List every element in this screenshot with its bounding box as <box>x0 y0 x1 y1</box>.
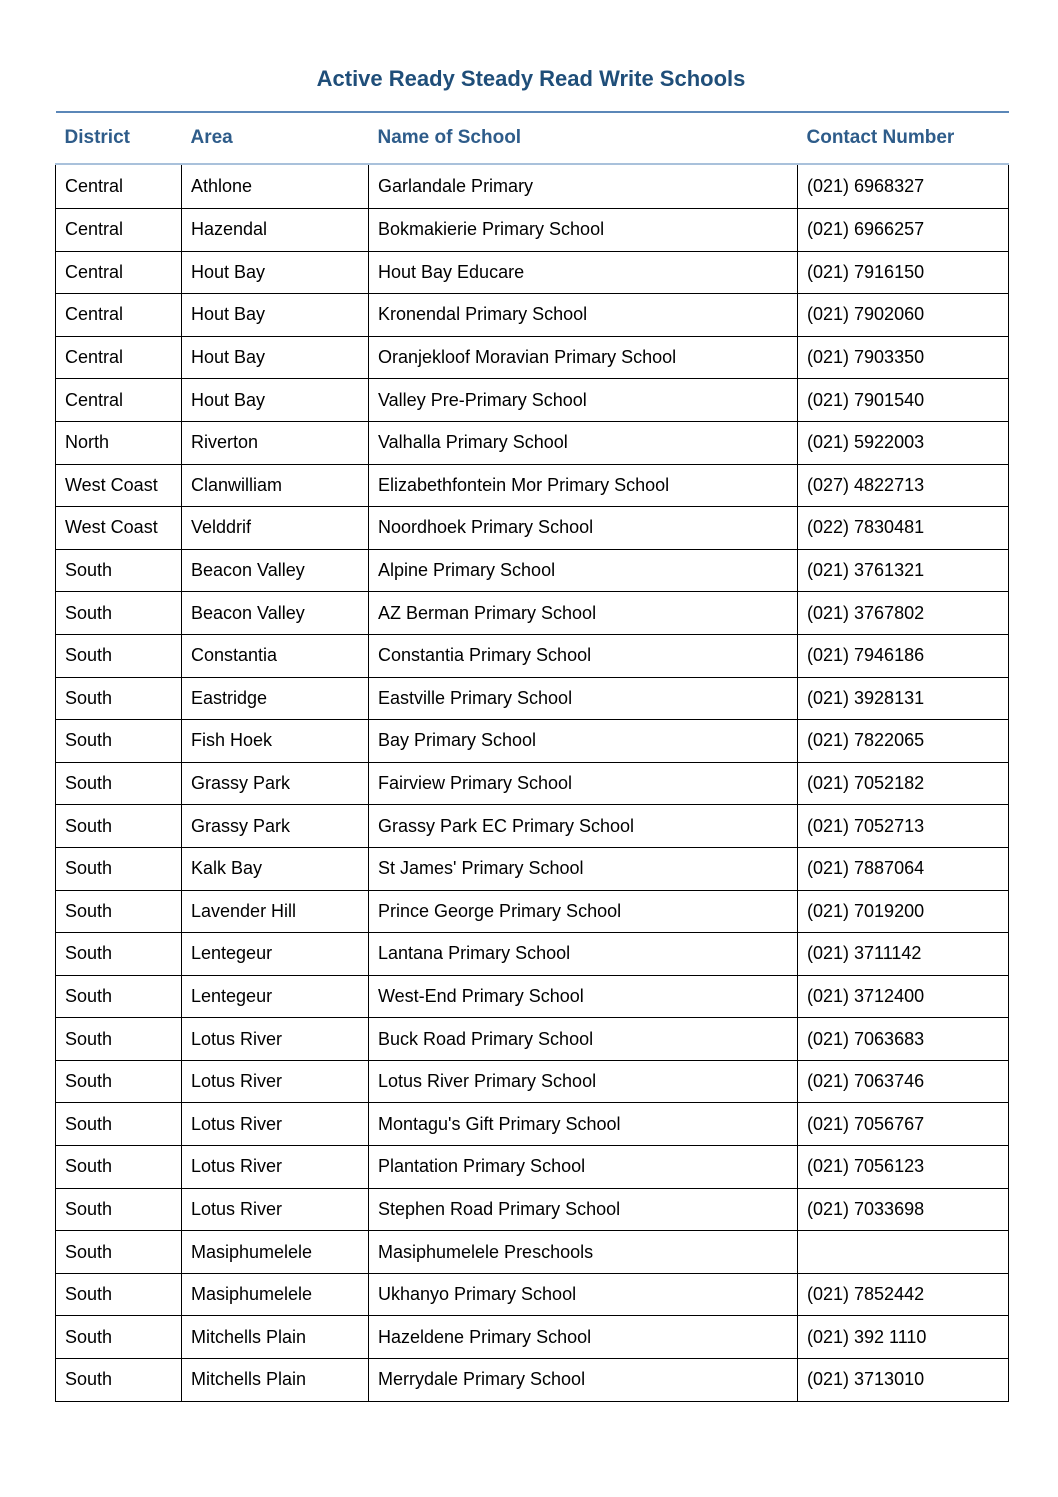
table-row <box>56 890 1009 933</box>
area-cell: Hout Bay <box>182 251 369 294</box>
contact-number-cell: (027) 4822713 <box>798 464 1009 507</box>
table-row <box>56 1060 1009 1103</box>
contact-number-cell: (021) 7052713 <box>798 805 1009 848</box>
contact-number-cell: (021) 7063746 <box>798 1060 1009 1103</box>
table-row <box>56 1146 1009 1189</box>
district-cell: Central <box>56 294 182 337</box>
school-name-cell: Prince George Primary School <box>369 890 798 933</box>
contact-number-cell: (021) 7887064 <box>798 847 1009 890</box>
contact-number-cell: (021) 3761321 <box>798 549 1009 592</box>
contact-number-cell <box>798 1231 1009 1274</box>
contact-number-cell: (021) 7033698 <box>798 1188 1009 1231</box>
school-name-cell: Lantana Primary School <box>369 933 798 976</box>
school-name-cell: St James' Primary School <box>369 847 798 890</box>
district-cell: Central <box>56 379 182 422</box>
contact-number-cell: (021) 7019200 <box>798 890 1009 933</box>
area-cell: Masiphumelele <box>182 1273 369 1316</box>
table-row <box>56 251 1009 294</box>
table-header-row <box>56 112 1009 164</box>
district-cell: North <box>56 421 182 464</box>
school-name-cell: West-End Primary School <box>369 975 798 1018</box>
district-cell: South <box>56 677 182 720</box>
contact-number-cell: (021) 3713010 <box>798 1359 1009 1402</box>
district-cell: Central <box>56 209 182 252</box>
contact-number-cell: (021) 3767802 <box>798 592 1009 635</box>
school-name-cell: Alpine Primary School <box>369 549 798 592</box>
contact-number-cell: (021) 7063683 <box>798 1018 1009 1061</box>
school-name-cell: Noordhoek Primary School <box>369 507 798 550</box>
table-body <box>56 164 1009 1401</box>
area-cell: Fish Hoek <box>182 720 369 763</box>
area-cell: Athlone <box>182 164 369 209</box>
area-cell: Hout Bay <box>182 379 369 422</box>
header-school-name: Name of School <box>369 112 798 164</box>
table-row <box>56 720 1009 763</box>
district-cell: South <box>56 933 182 976</box>
district-cell: South <box>56 1316 182 1359</box>
school-name-cell: Valley Pre-Primary School <box>369 379 798 422</box>
district-cell: South <box>56 805 182 848</box>
area-cell: Kalk Bay <box>182 847 369 890</box>
district-cell: South <box>56 592 182 635</box>
table-row <box>56 1359 1009 1402</box>
table-row <box>56 336 1009 379</box>
contact-number-cell: (021) 7852442 <box>798 1273 1009 1316</box>
contact-number-cell: (021) 7946186 <box>798 634 1009 677</box>
district-cell: West Coast <box>56 507 182 550</box>
area-cell: Masiphumelele <box>182 1231 369 1274</box>
area-cell: Clanwilliam <box>182 464 369 507</box>
district-cell: South <box>56 847 182 890</box>
header-area: Area <box>182 112 369 164</box>
contact-number-cell: (021) 7056123 <box>798 1146 1009 1189</box>
school-name-cell: Bokmakierie Primary School <box>369 209 798 252</box>
district-cell: South <box>56 1060 182 1103</box>
district-cell: South <box>56 1146 182 1189</box>
contact-number-cell: (021) 7903350 <box>798 336 1009 379</box>
table-row <box>56 549 1009 592</box>
contact-number-cell: (021) 7822065 <box>798 720 1009 763</box>
school-name-cell: Merrydale Primary School <box>369 1359 798 1402</box>
area-cell: Lotus River <box>182 1018 369 1061</box>
table-row <box>56 379 1009 422</box>
contact-number-cell: (022) 7830481 <box>798 507 1009 550</box>
table-row <box>56 1188 1009 1231</box>
contact-number-cell: (021) 3712400 <box>798 975 1009 1018</box>
table-row <box>56 805 1009 848</box>
area-cell: Velddrif <box>182 507 369 550</box>
table-row <box>56 164 1009 209</box>
schools-table <box>55 111 1009 1402</box>
table-row <box>56 847 1009 890</box>
school-name-cell: Hazeldene Primary School <box>369 1316 798 1359</box>
header-district: District <box>56 112 182 164</box>
district-cell: South <box>56 720 182 763</box>
table-row <box>56 592 1009 635</box>
school-name-cell: Ukhanyo Primary School <box>369 1273 798 1316</box>
table-row <box>56 677 1009 720</box>
district-cell: Central <box>56 336 182 379</box>
school-name-cell: Grassy Park EC Primary School <box>369 805 798 848</box>
district-cell: South <box>56 1273 182 1316</box>
school-name-cell: Valhalla Primary School <box>369 421 798 464</box>
table-row <box>56 294 1009 337</box>
table-row <box>56 464 1009 507</box>
district-cell: Central <box>56 164 182 209</box>
area-cell: Mitchells Plain <box>182 1359 369 1402</box>
contact-number-cell: (021) 3711142 <box>798 933 1009 976</box>
table-row <box>56 1273 1009 1316</box>
district-cell: South <box>56 634 182 677</box>
table-row <box>56 1103 1009 1146</box>
table-row <box>56 933 1009 976</box>
contact-number-cell: (021) 7916150 <box>798 251 1009 294</box>
district-cell: South <box>56 1188 182 1231</box>
area-cell: Grassy Park <box>182 762 369 805</box>
school-name-cell: Constantia Primary School <box>369 634 798 677</box>
area-cell: Lotus River <box>182 1188 369 1231</box>
school-name-cell: Oranjekloof Moravian Primary School <box>369 336 798 379</box>
table-row <box>56 634 1009 677</box>
table-row <box>56 762 1009 805</box>
school-name-cell: Garlandale Primary <box>369 164 798 209</box>
school-name-cell: Eastville Primary School <box>369 677 798 720</box>
school-name-cell: Masiphumelele Preschools <box>369 1231 798 1274</box>
area-cell: Lentegeur <box>182 933 369 976</box>
table-row <box>56 421 1009 464</box>
district-cell: Central <box>56 251 182 294</box>
school-name-cell: Buck Road Primary School <box>369 1018 798 1061</box>
header-contact-number: Contact Number <box>798 112 1009 164</box>
district-cell: West Coast <box>56 464 182 507</box>
area-cell: Lentegeur <box>182 975 369 1018</box>
page-title: Active Ready Steady Read Write Schools <box>316 66 746 91</box>
school-name-cell: Plantation Primary School <box>369 1146 798 1189</box>
area-cell: Hazendal <box>182 209 369 252</box>
school-name-cell: Elizabethfontein Mor Primary School <box>369 464 798 507</box>
school-name-cell: AZ Berman Primary School <box>369 592 798 635</box>
contact-number-cell: (021) 6968327 <box>798 164 1009 209</box>
area-cell: Mitchells Plain <box>182 1316 369 1359</box>
school-name-cell: Lotus River Primary School <box>369 1060 798 1103</box>
table-row <box>56 1018 1009 1061</box>
area-cell: Hout Bay <box>182 294 369 337</box>
contact-number-cell: (021) 392 1110 <box>798 1316 1009 1359</box>
area-cell: Constantia <box>182 634 369 677</box>
contact-number-cell: (021) 7901540 <box>798 379 1009 422</box>
district-cell: South <box>56 1231 182 1274</box>
district-cell: South <box>56 975 182 1018</box>
area-cell: Eastridge <box>182 677 369 720</box>
contact-number-cell: (021) 7902060 <box>798 294 1009 337</box>
school-name-cell: Fairview Primary School <box>369 762 798 805</box>
table-row <box>56 209 1009 252</box>
school-name-cell: Kronendal Primary School <box>369 294 798 337</box>
school-name-cell: Montagu's Gift Primary School <box>369 1103 798 1146</box>
district-cell: South <box>56 1359 182 1402</box>
table-row <box>56 1316 1009 1359</box>
table-row <box>56 507 1009 550</box>
schools-table-container <box>55 111 1008 1402</box>
school-name-cell: Hout Bay Educare <box>369 251 798 294</box>
contact-number-cell: (021) 7056767 <box>798 1103 1009 1146</box>
school-name-cell: Stephen Road Primary School <box>369 1188 798 1231</box>
area-cell: Grassy Park <box>182 805 369 848</box>
district-cell: South <box>56 762 182 805</box>
contact-number-cell: (021) 6966257 <box>798 209 1009 252</box>
district-cell: South <box>56 890 182 933</box>
table-row <box>56 975 1009 1018</box>
school-name-cell: Bay Primary School <box>369 720 798 763</box>
area-cell: Lavender Hill <box>182 890 369 933</box>
district-cell: South <box>56 1103 182 1146</box>
area-cell: Beacon Valley <box>182 549 369 592</box>
area-cell: Beacon Valley <box>182 592 369 635</box>
district-cell: South <box>56 549 182 592</box>
area-cell: Lotus River <box>182 1146 369 1189</box>
table-row <box>56 1231 1009 1274</box>
area-cell: Lotus River <box>182 1103 369 1146</box>
contact-number-cell: (021) 7052182 <box>798 762 1009 805</box>
contact-number-cell: (021) 3928131 <box>798 677 1009 720</box>
district-cell: South <box>56 1018 182 1061</box>
contact-number-cell: (021) 5922003 <box>798 421 1009 464</box>
area-cell: Riverton <box>182 421 369 464</box>
area-cell: Hout Bay <box>182 336 369 379</box>
area-cell: Lotus River <box>182 1060 369 1103</box>
